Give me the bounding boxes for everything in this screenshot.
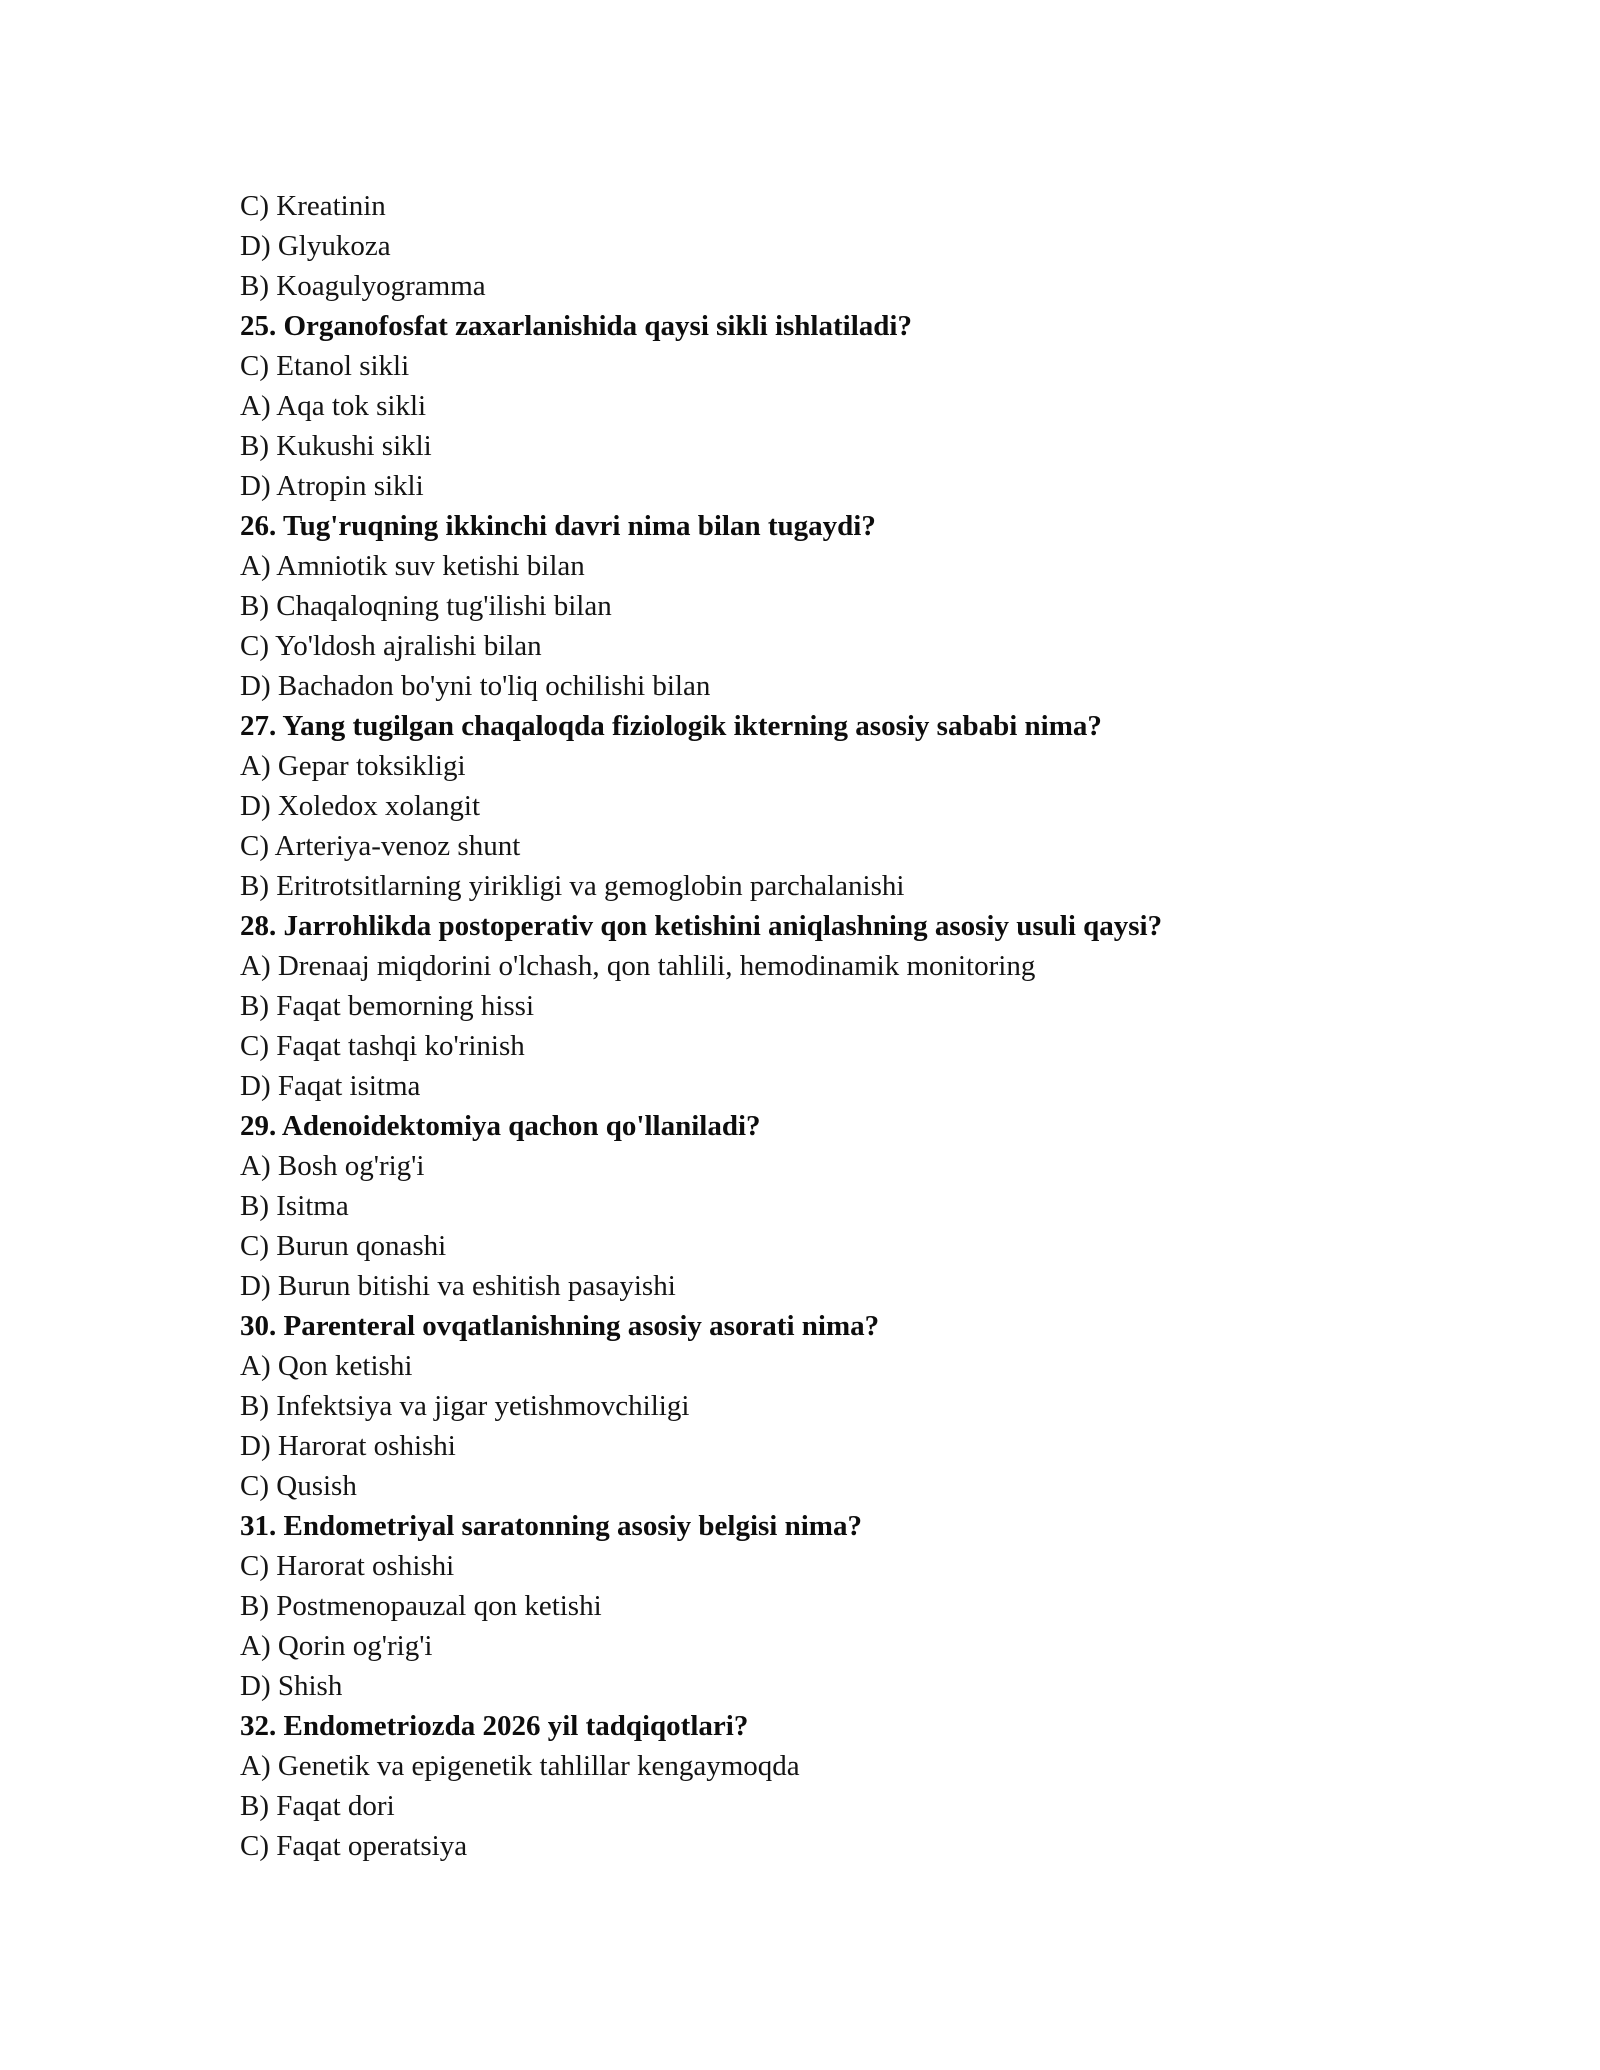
question-heading: 32. Endometriozda 2026 yil tadqiqotlari?: [240, 1710, 749, 1742]
answer-option: C) Faqat operatsiya: [240, 1830, 468, 1862]
answer-option: C) Etanol sikli: [240, 350, 410, 382]
answer-option: D) Atropin sikli: [240, 470, 424, 502]
answer-option: B) Faqat dori: [240, 1790, 395, 1822]
answer-option: C) Harorat oshishi: [240, 1550, 455, 1582]
answer-option: A) Gepar toksikligi: [240, 750, 466, 782]
answer-option: A) Bosh og'rig'i: [240, 1150, 425, 1182]
question-heading: 27. Yang tugilgan chaqaloqda fiziologik ikterning asosiy sababi nima?: [240, 710, 1102, 742]
answer-option: D) Burun bitishi va eshitish pasayishi: [240, 1270, 676, 1302]
answer-option: C) Qusish: [240, 1470, 357, 1502]
answer-option: A) Qon ketishi: [240, 1350, 413, 1382]
answer-option: D) Faqat isitma: [240, 1070, 421, 1102]
answer-option: D) Xoledox xolangit: [240, 790, 481, 822]
answer-option: C) Burun qonashi: [240, 1230, 447, 1262]
answer-option: D) Bachadon bo'yni to'liq ochilishi bilan: [240, 670, 711, 702]
question-heading: 25. Organofosfat zaxarlanishida qaysi sikli ishlatiladi?: [240, 310, 912, 342]
question-heading: 26. Tug'ruqning ikkinchi davri nima bilan tugaydi?: [240, 510, 876, 542]
answer-option: B) Kukushi sikli: [240, 430, 432, 462]
question-heading: 30. Parenteral ovqatlanishning asosiy asorati nima?: [240, 1310, 880, 1342]
answer-option: A) Amniotik suv ketishi bilan: [240, 550, 585, 582]
question-heading: 31. Endometriyal saratonning asosiy belgisi nima?: [240, 1510, 862, 1542]
answer-option: A) Qorin og'rig'i: [240, 1630, 433, 1662]
answer-option: C) Faqat tashqi ko'rinish: [240, 1030, 525, 1062]
answer-option: A) Aqa tok sikli: [240, 390, 427, 422]
answer-option: B) Chaqaloqning tug'ilishi bilan: [240, 590, 612, 622]
answer-option: C) Yo'ldosh ajralishi bilan: [240, 630, 542, 662]
answer-option: D) Glyukoza: [240, 230, 391, 262]
answer-option: D) Shish: [240, 1670, 343, 1702]
answer-option: B) Postmenopauzal qon ketishi: [240, 1590, 602, 1622]
answer-option: B) Eritrotsitlarning yirikligi va gemoglobin parchalanishi: [240, 870, 905, 902]
question-heading: 29. Adenoidektomiya qachon qo'llaniladi?: [240, 1110, 761, 1142]
answer-option: A) Genetik va epigenetik tahlillar kengaymoqda: [240, 1750, 800, 1782]
question-heading: 28. Jarrohlikda postoperativ qon ketishini aniqlashning asosiy usuli qaysi?: [240, 910, 1163, 942]
answer-option: B) Koagulyogramma: [240, 270, 486, 302]
answer-option: D) Harorat oshishi: [240, 1430, 456, 1462]
document-text-body: [240, 186, 1400, 1866]
answer-option: B) Isitma: [240, 1190, 349, 1222]
answer-option: C) Kreatinin: [240, 190, 386, 222]
answer-option: B) Faqat bemorning hissi: [240, 990, 535, 1022]
answer-option: C) Arteriya-venoz shunt: [240, 830, 521, 862]
answer-option: B) Infektsiya va jigar yetishmovchiligi: [240, 1390, 690, 1422]
answer-option: A) Drenaaj miqdorini o'lchash, qon tahlili, hemodinamik monitoring: [240, 950, 1036, 982]
